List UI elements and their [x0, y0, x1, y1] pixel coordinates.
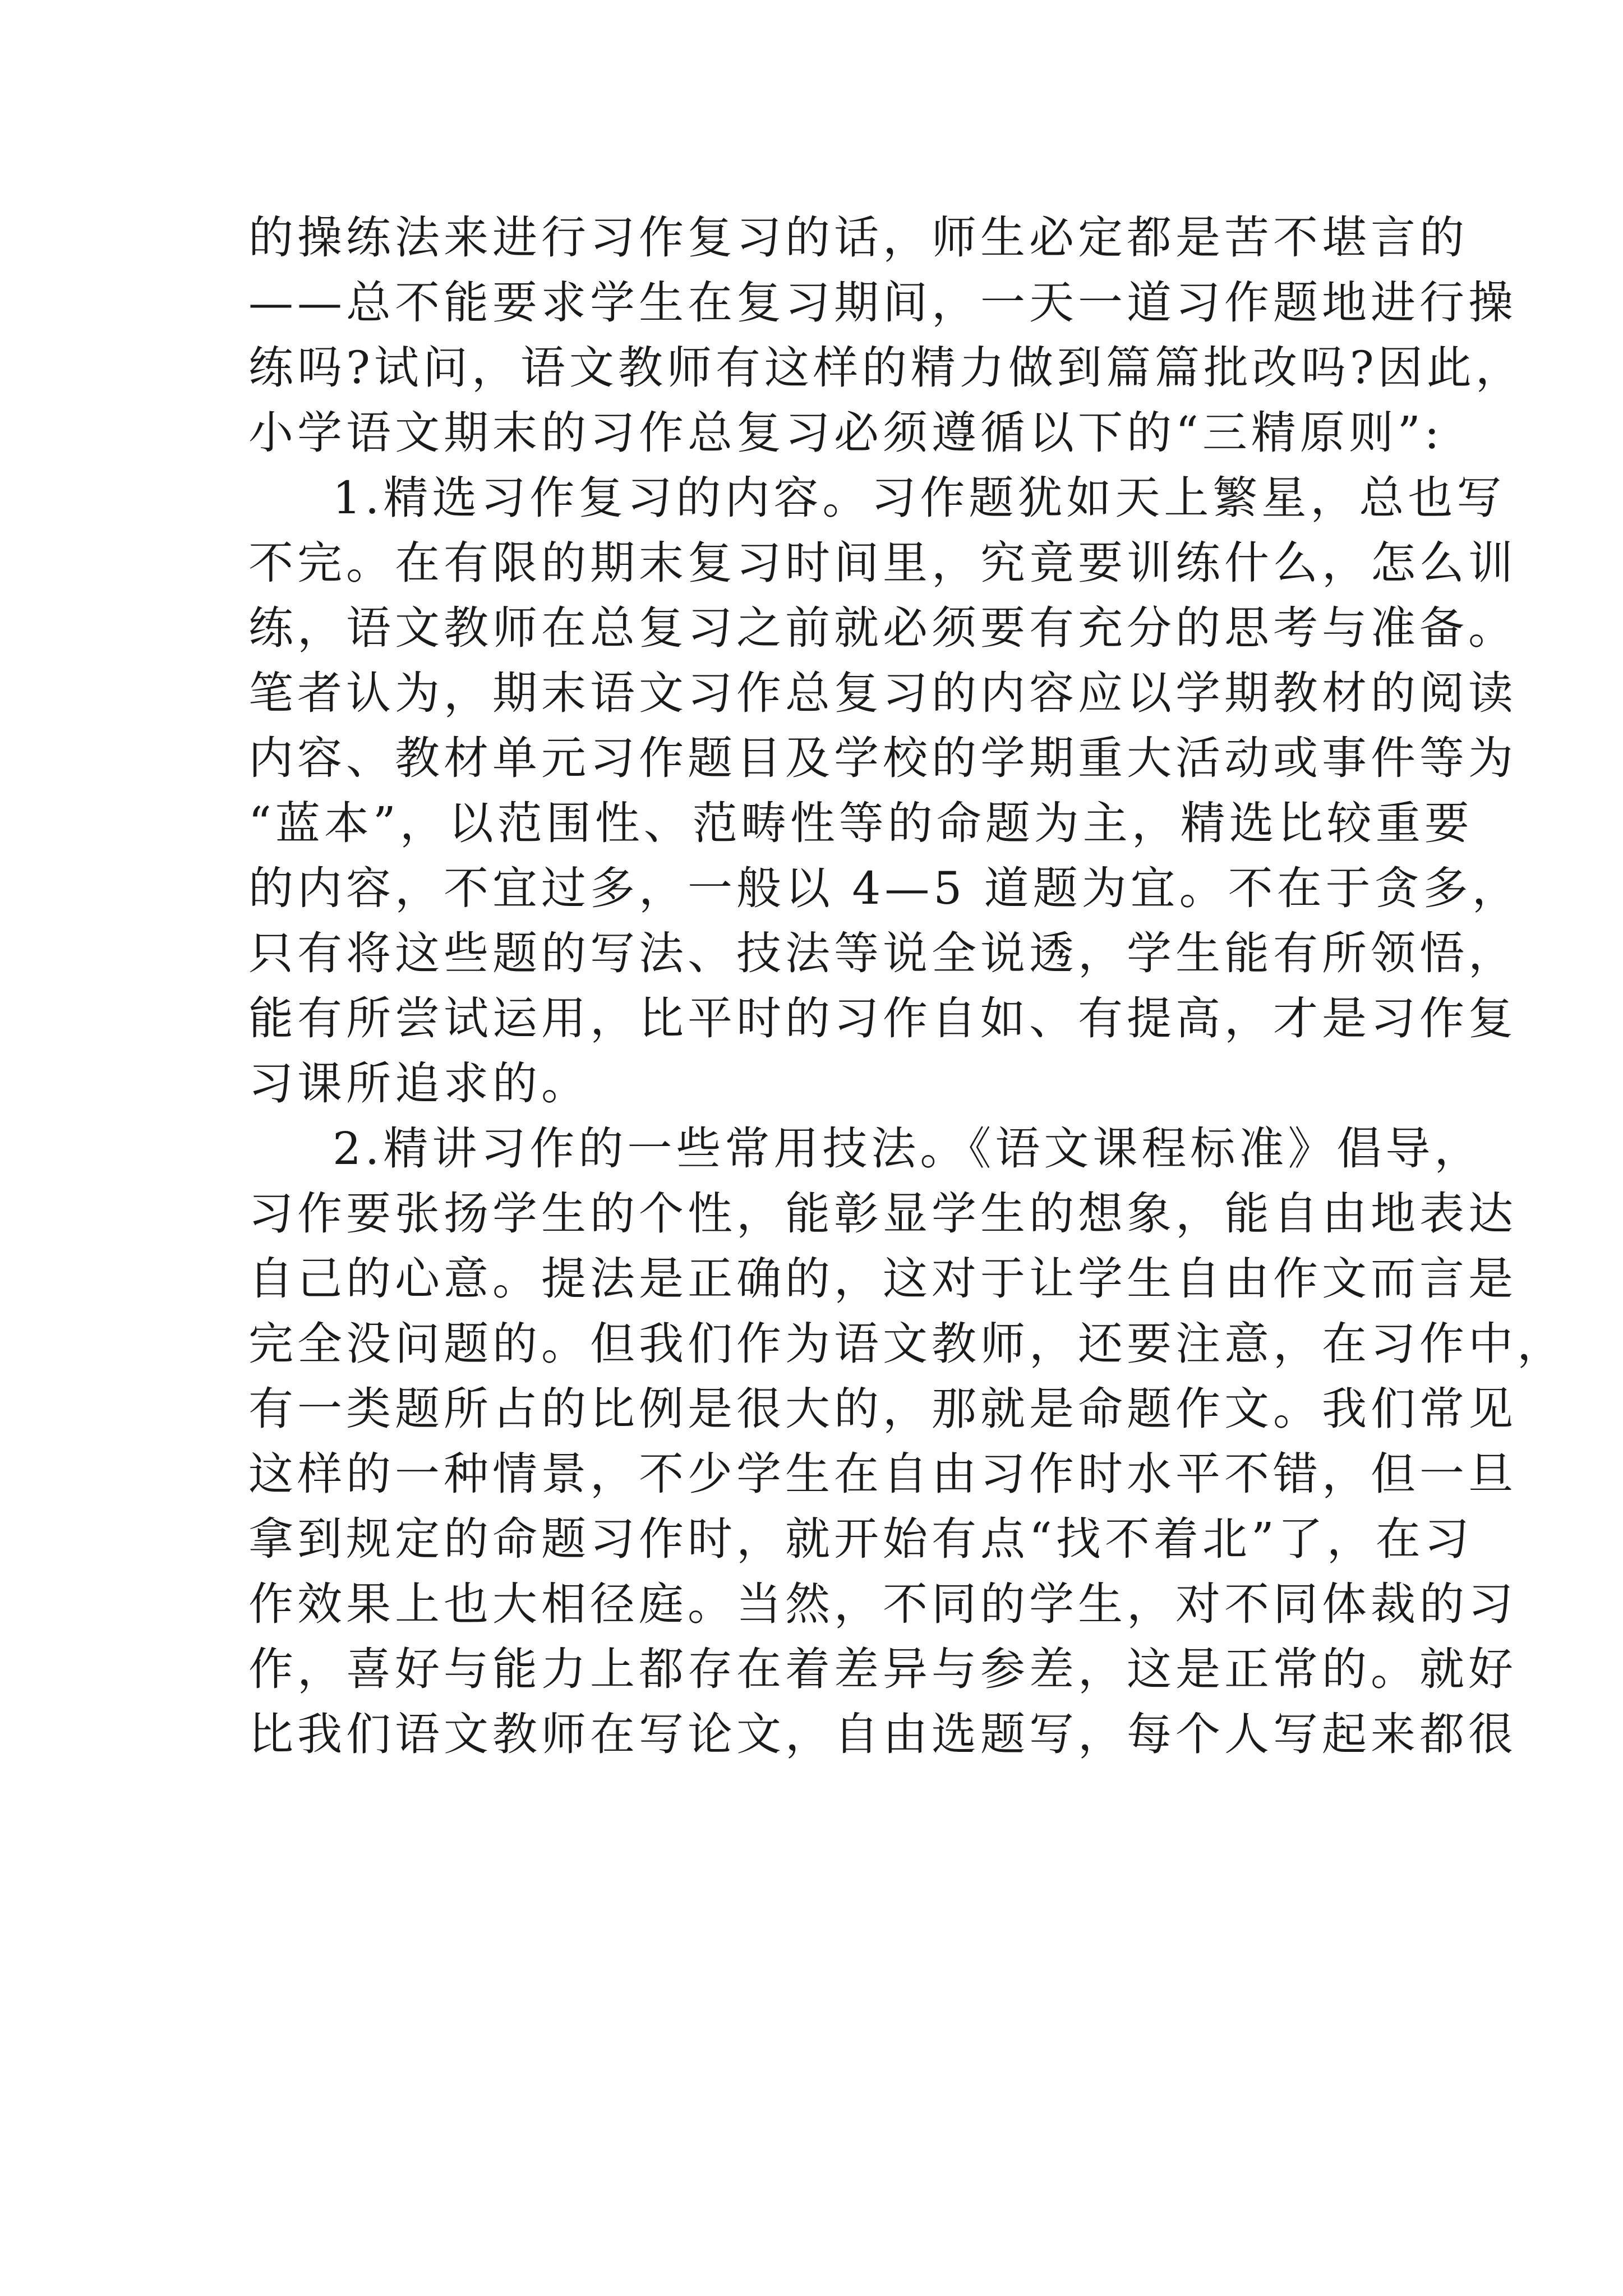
body-text	[248, 205, 1566, 1767]
text-line: 练，语文教师在总复习之前就必须要有充分的思考与准备。	[248, 602, 1517, 654]
text-line: 习作要张扬学生的个性，能彰显学生的想象，能自由地表达	[248, 1188, 1517, 1240]
paragraph-first-line: 2.精讲习作的一些常用技法。《语文课程标准》倡导，	[333, 1122, 1483, 1175]
text-line: 作，喜好与能力上都存在着差异与参差，这是正常的。就好	[248, 1643, 1517, 1695]
text-line: 作效果上也大相径庭。当然，不同的学生，对不同体裁的习	[248, 1578, 1517, 1630]
text-line: 能有所尝试运用，比平时的习作自如、有提高，才是习作复	[248, 992, 1517, 1045]
text-line: 完全没问题的。但我们作为语文教师，还要注意，在习作中，	[248, 1318, 1566, 1370]
text-line: 的操练法来进行习作复习的话，师生必定都是苦不堪言的	[248, 211, 1468, 264]
text-line: 比我们语文教师在写论文，自由选题写，每个人写起来都很	[248, 1708, 1517, 1760]
text-line: 拿到规定的命题习作时，就开始有点“找不着北”了，在习	[248, 1513, 1473, 1565]
text-line: 笔者认为，期末语文习作总复习的内容应以学期教材的阅读	[248, 667, 1517, 719]
text-line: 只有将这些题的写法、技法等说全说透，学生能有所领悟，	[248, 927, 1517, 979]
text-line: 自己的心意。提法是正确的，这对于让学生自由作文而言是	[248, 1253, 1517, 1305]
text-line: 习课所追求的。	[248, 1057, 590, 1110]
text-line: “蓝本”，以范围性、范畴性等的命题为主，精选比较重要	[248, 797, 1473, 849]
text-line: 有一类题所占的比例是很大的，那就是命题作文。我们常见	[248, 1383, 1517, 1435]
text-line: ——总不能要求学生在复习期间，一天一道习作题地进行操	[248, 277, 1517, 329]
text-line: 小学语文期末的习作总复习必须遵循以下的“三精原则”:	[248, 407, 1444, 459]
text-line: 这样的一种情景，不少学生在自由习作时水平不错，但一旦	[248, 1448, 1517, 1500]
text-line: 内容、教材单元习作题目及学校的学期重大活动或事件等为	[248, 732, 1517, 784]
paragraph-first-line: 1.精选习作复习的内容。习作题犹如天上繁星，总也写	[333, 472, 1506, 524]
text-line: 练吗?试问，语文教师有这样的精力做到篇篇批改吗?因此，	[248, 342, 1524, 394]
text-line: 的内容，不宜过多，一般以 4—5 道题为宜。不在于贪多，	[248, 862, 1521, 914]
text-line: 不完。在有限的期末复习时间里，究竟要训练什么，怎么训	[248, 537, 1517, 589]
